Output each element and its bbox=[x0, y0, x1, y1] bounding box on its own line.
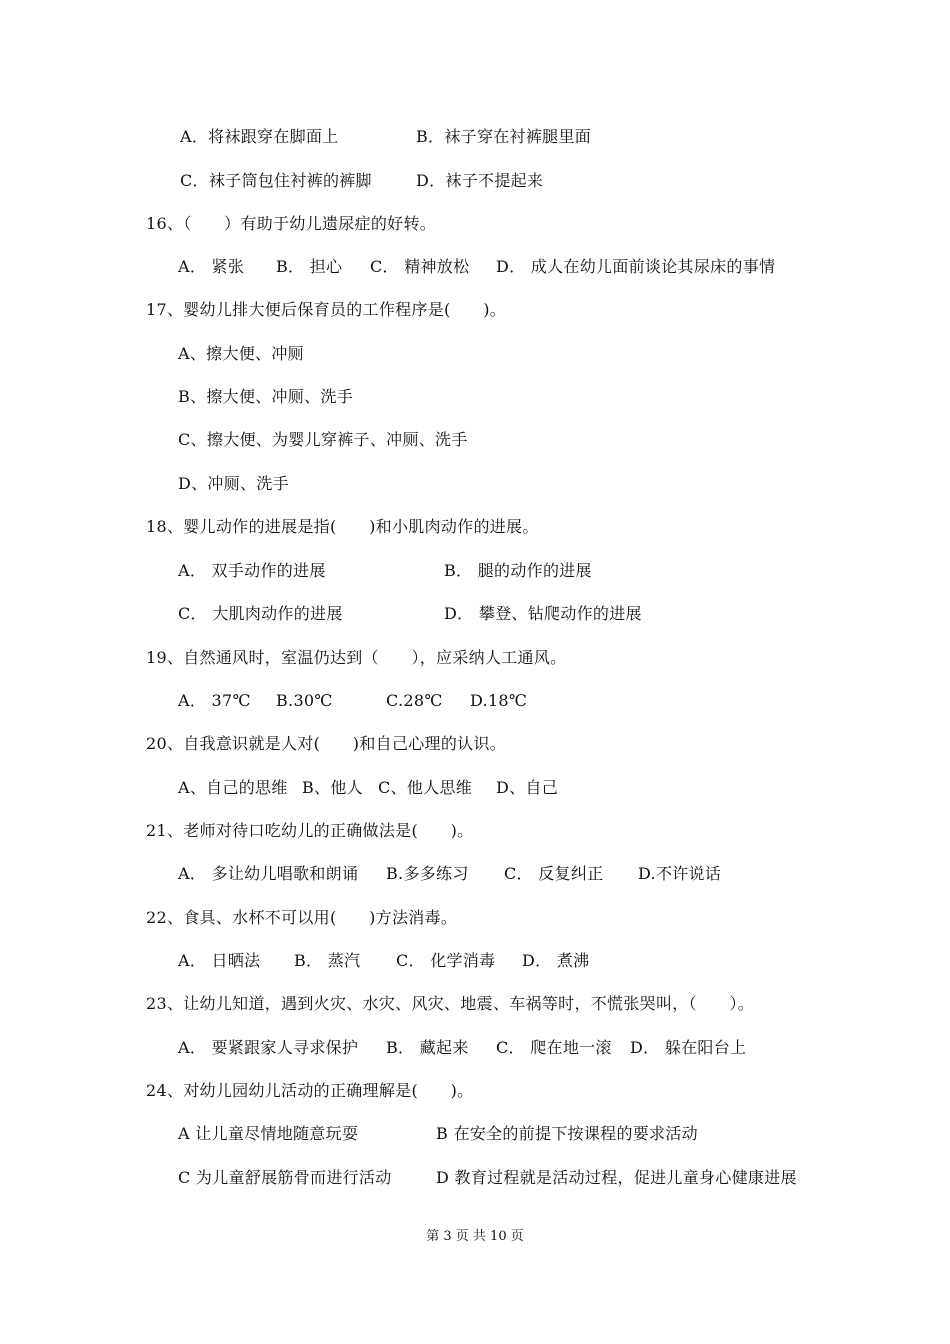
q15-option-b: B．袜子穿在衬裤腿里面 bbox=[416, 127, 592, 146]
q23-option-c: C． 爬在地一滚 bbox=[496, 1038, 612, 1057]
q22-option-d: D． 煮沸 bbox=[522, 951, 590, 970]
q20-option-c: C、他人思维 bbox=[378, 778, 473, 797]
q18-option-a: A． 双手动作的进展 bbox=[178, 561, 326, 580]
q24-option-b: B 在安全的前提下按课程的要求活动 bbox=[436, 1124, 698, 1143]
q24-options-row-2 bbox=[178, 1168, 898, 1228]
q24-option-a: A 让儿童尽情地随意玩耍 bbox=[178, 1124, 359, 1143]
q23-stem: 23、让幼儿知道，遇到火灾、水灾、风灾、地震、车祸等时，不慌张哭叫，（ ）。 bbox=[146, 994, 755, 1013]
q20-option-d: D、自己 bbox=[496, 778, 559, 797]
q16-option-b: B． 担心 bbox=[276, 257, 343, 276]
q21-option-b: B.多多练习 bbox=[386, 864, 469, 883]
q17-option-d: D、冲厕、洗手 bbox=[178, 474, 289, 493]
q22-option-c: C． 化学消毒 bbox=[396, 951, 496, 970]
q23-option-d: D． 躲在阳台上 bbox=[630, 1038, 747, 1057]
q23-option-b: B． 藏起来 bbox=[386, 1038, 469, 1057]
q17-option-a: A、擦大便、冲厕 bbox=[178, 344, 304, 363]
q19-option-d: D.18℃ bbox=[470, 691, 528, 710]
q17-option-b: B、擦大便、冲厕、洗手 bbox=[178, 387, 354, 406]
q18-option-b: B． 腿的动作的进展 bbox=[444, 561, 592, 580]
q24-stem: 24、对幼儿园幼儿活动的正确理解是( )。 bbox=[146, 1081, 474, 1100]
q17-stem: 17、婴幼儿排大便后保育员的工作程序是( )。 bbox=[146, 300, 507, 319]
q15-option-d: D．袜子不提起来 bbox=[416, 171, 544, 190]
q21-option-d: D.不许说话 bbox=[638, 864, 722, 883]
q16-option-c: C． 精神放松 bbox=[370, 257, 470, 276]
q20-option-a: A、自己的思维 bbox=[178, 778, 288, 797]
q24-option-d: D 教育过程就是活动过程，促进儿童身心健康进展 bbox=[436, 1168, 797, 1187]
q21-option-c: C． 反复纠正 bbox=[504, 864, 604, 883]
q16-option-a: A． 紧张 bbox=[178, 257, 245, 276]
q19-option-b: B.30℃ bbox=[276, 691, 333, 710]
q18-stem: 18、婴儿动作的进展是指( )和小肌肉动作的进展。 bbox=[146, 517, 539, 536]
q15-option-c: C．袜子筒包住衬裤的裤脚 bbox=[180, 171, 372, 190]
q20-option-b: B、他人 bbox=[302, 778, 363, 797]
q24-option-c: C 为儿童舒展筋骨而进行活动 bbox=[178, 1168, 392, 1187]
q23-option-a: A． 要紧跟家人寻求保护 bbox=[178, 1038, 359, 1057]
q18-option-d: D． 攀登、钻爬动作的进展 bbox=[444, 604, 642, 623]
q16-option-d: D． 成人在幼儿面前谈论其尿床的事情 bbox=[496, 257, 776, 276]
q16-stem: 16、（ ）有助于幼儿遗尿症的好转。 bbox=[146, 214, 437, 233]
q22-stem: 22、食具、水杯不可以用( )方法消毒。 bbox=[146, 908, 458, 927]
page-footer: 第 3 页 共 10 页 bbox=[426, 1229, 524, 1244]
q21-stem: 21、老师对待口吃幼儿的正确做法是( )。 bbox=[146, 821, 474, 840]
q19-stem: 19、自然通风时，室温仍达到（ ），应采纳人工通风。 bbox=[146, 648, 567, 667]
q21-option-a: A． 多让幼儿唱歌和朗诵 bbox=[178, 864, 359, 883]
q22-option-b: B． 蒸汽 bbox=[294, 951, 361, 970]
q17-option-c: C、擦大便、为婴儿穿裤子、冲厕、洗手 bbox=[178, 430, 468, 449]
q18-option-c: C． 大肌肉动作的进展 bbox=[178, 604, 343, 623]
q20-stem: 20、自我意识就是人对( )和自己心理的认识。 bbox=[146, 734, 507, 753]
q15-option-a: A．将袜跟穿在脚面上 bbox=[180, 127, 339, 146]
q19-option-a: A． 37℃ bbox=[178, 691, 251, 710]
q19-option-c: C.28℃ bbox=[386, 691, 443, 710]
q22-option-a: A． 日晒法 bbox=[178, 951, 261, 970]
